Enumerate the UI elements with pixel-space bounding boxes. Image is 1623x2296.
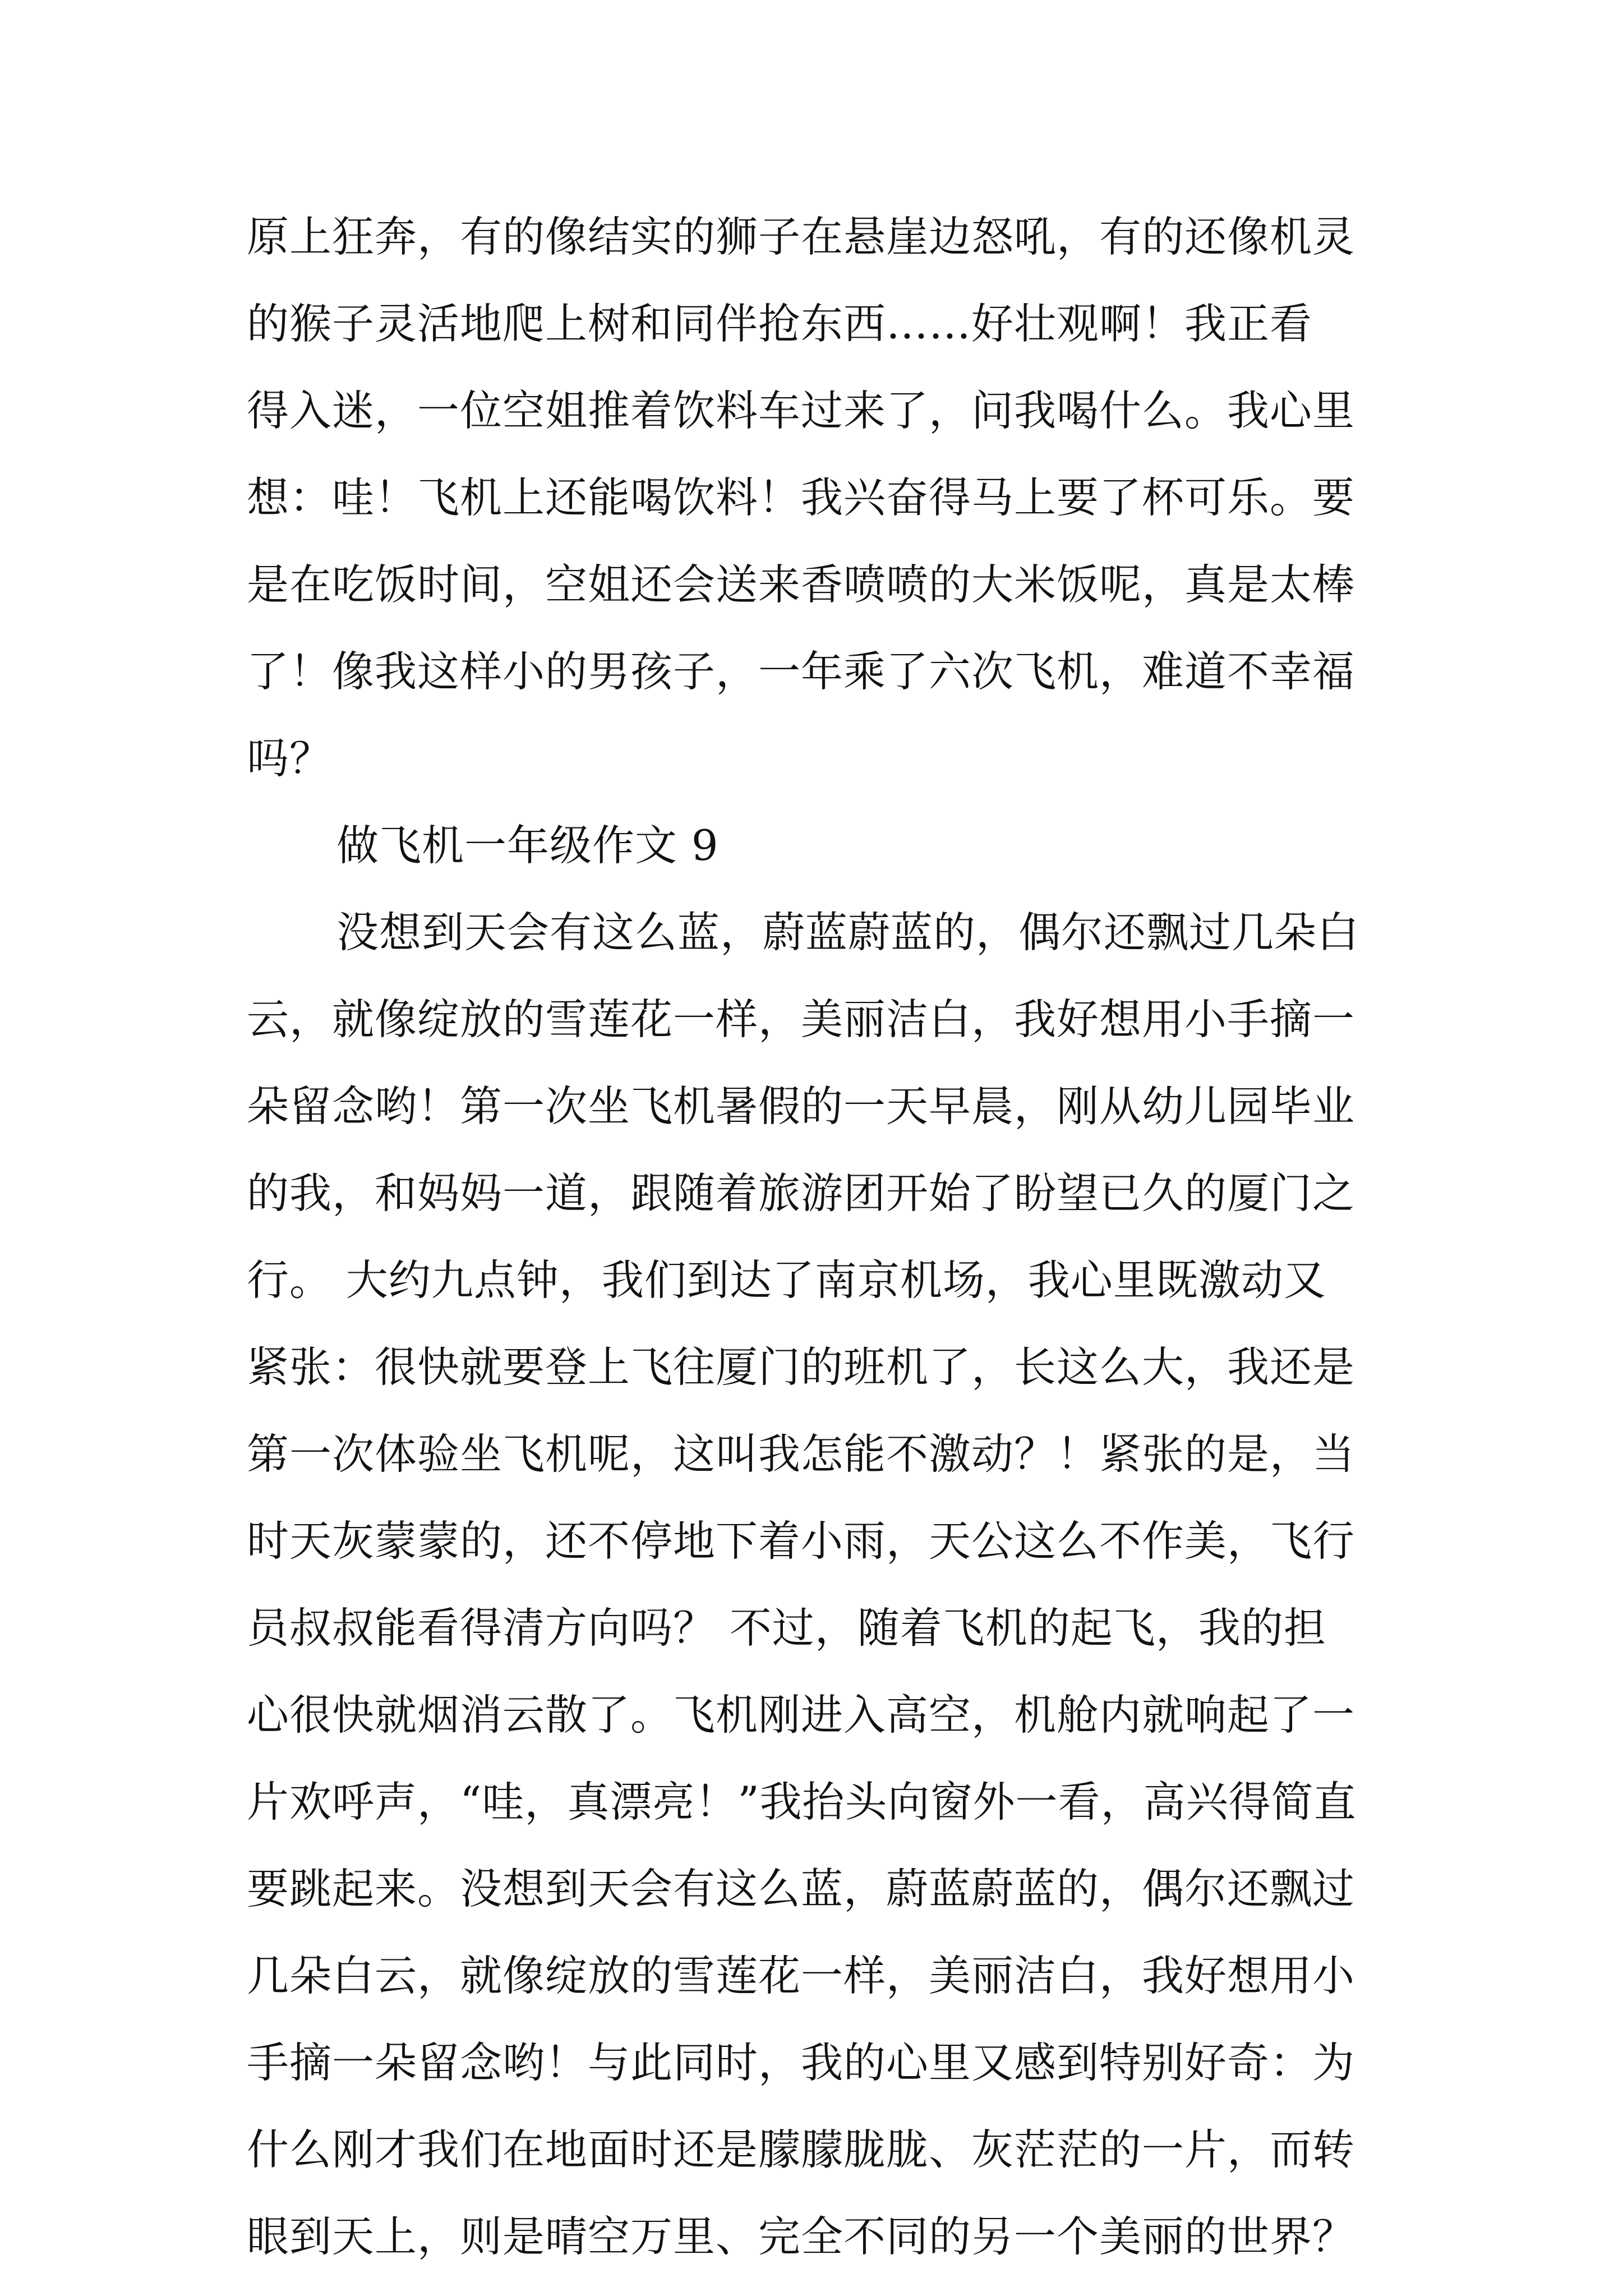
paragraph-line: 是在吃饭时间，空姐还会送来香喷喷的大米饭呢，真是太棒 — [247, 560, 1355, 609]
paragraph-line: 了！像我这样小的男孩子，一年乘了六次飞机，难道不幸福 — [247, 647, 1355, 696]
paragraph-line: 紧张：很快就要登上飞往厦门的班机了，长这么大，我还是 — [247, 1342, 1355, 1392]
paragraph-line: 吗？ — [247, 734, 333, 783]
paragraph-line: 的猴子灵活地爬上树和同伴抢东西……好壮观啊！我正看 — [247, 299, 1313, 348]
paragraph-line: 想：哇！飞机上还能喝饮料！我兴奋得马上要了杯可乐。要 — [247, 473, 1355, 522]
paragraph-line: 要跳起来。没想到天会有这么蓝，蔚蓝蔚蓝的，偶尔还飘过 — [247, 1864, 1355, 1913]
paragraph-line: 手摘一朵留念哟！与此同时，我的心里又感到特别好奇：为 — [247, 2038, 1355, 2087]
paragraph-line: 员叔叔能看得清方向吗？ 不过，随着飞机的起飞，我的担 — [247, 1603, 1326, 1653]
paragraph-line: 行。 大约九点钟，我们到达了南京机场，我心里既激动又 — [247, 1255, 1326, 1305]
paragraph-line: 朵留念哟！第一次坐飞机暑假的一天早晨，刚从幼儿园毕业 — [247, 1082, 1355, 1131]
paragraph-line: 得入迷，一位空姐推着饮料车过来了，问我喝什么。我心里 — [247, 386, 1355, 435]
paragraph-line: 眼到天上，则是晴空万里、完全不同的另一个美丽的世界？ — [247, 2212, 1355, 2261]
paragraph-line: 第一次体验坐飞机呢，这叫我怎能不激动？！紧张的是，当 — [247, 1429, 1355, 1479]
document-body — [247, 194, 1413, 2280]
paragraph-line: 原上狂奔，有的像结实的狮子在悬崖边怒吼，有的还像机灵 — [247, 212, 1355, 261]
paragraph-line: 什么刚才我们在地面时还是朦朦胧胧、灰茫茫的一片，而转 — [247, 2125, 1355, 2174]
section-title: 做飞机一年级作文 9 — [336, 821, 719, 870]
paragraph-line: 片欢呼声，“哇，真漂亮！”我抬头向窗外一看，高兴得简直 — [247, 1777, 1357, 1826]
paragraph-line: 心很快就烟消云散了。飞机刚进入高空，机舱内就响起了一 — [247, 1690, 1355, 1740]
paragraph-line: 云，就像绽放的雪莲花一样，美丽洁白，我好想用小手摘一 — [247, 995, 1355, 1044]
paragraph-line: 时天灰蒙蒙的，还不停地下着小雨，天公这么不作美，飞行 — [247, 1516, 1355, 1566]
paragraph-line: 没想到天会有这么蓝，蔚蓝蔚蓝的，偶尔还飘过几朵白 — [336, 908, 1360, 957]
paragraph-line: 几朵白云，就像绽放的雪莲花一样，美丽洁白，我好想用小 — [247, 1951, 1355, 2000]
paragraph-line: 的我，和妈妈一道，跟随着旅游团开始了盼望已久的厦门之 — [247, 1168, 1355, 1218]
